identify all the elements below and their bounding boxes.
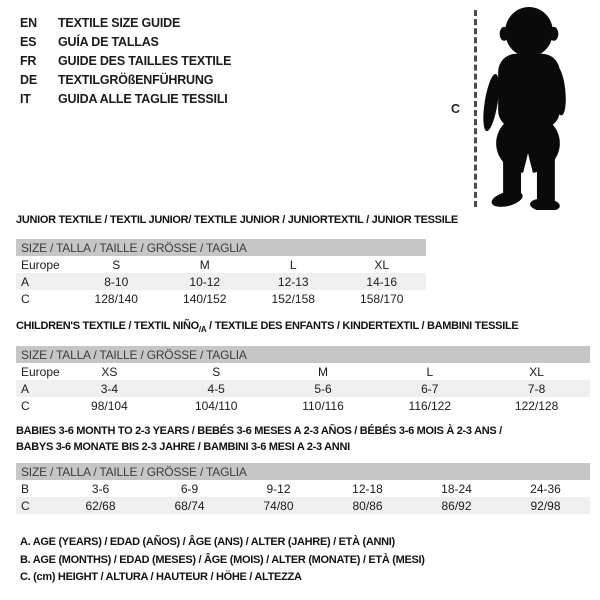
table-row <box>16 380 590 397</box>
title-part: / TEXTILE DES ENFANTS / KINDERTEXTIL / BAMBINI TESSILE <box>206 320 519 332</box>
height-measure-line <box>474 10 477 207</box>
footnote-c: C. (cm) HEIGHT / ALTURA / HAUTEUR / HÖHE / ALTEZZA <box>20 571 302 583</box>
language-row <box>20 13 231 32</box>
table-cell: 12-13 <box>277 274 309 289</box>
section-title-children <box>16 320 518 334</box>
title-part: CHILDREN'S TEXTILE / TEXTIL NIÑO <box>16 320 199 332</box>
table-cell: S <box>212 364 221 379</box>
language-row <box>20 51 231 70</box>
table-row <box>16 290 426 307</box>
table-cell: M <box>199 257 210 272</box>
table-row <box>16 480 590 497</box>
table-cell: 92/98 <box>530 498 561 513</box>
table-cell: 7-8 <box>527 381 546 396</box>
table-row <box>16 363 590 380</box>
table-row <box>16 397 590 414</box>
baby-silhouette-icon <box>482 6 572 210</box>
size-header-bar: SIZE / TALLA / TAILLE / GRÖSSE / TAGLIA <box>16 346 590 363</box>
children-size-table <box>16 346 590 414</box>
language-label: GUIDE DES TAILLES TEXTILE <box>58 53 232 68</box>
table-cell: 140/152 <box>183 291 227 306</box>
language-row <box>20 70 231 89</box>
table-cell: M <box>317 364 328 379</box>
row-label: C <box>21 498 30 513</box>
title-line: BABIES 3-6 MONTH TO 2-3 YEARS / BEBÉS 3-6 MESES A 2-3 AÑOS / BÉBÉS 3-6 MOIS À 2-3 ANS / <box>16 425 502 437</box>
table-cell: 104/110 <box>194 398 238 413</box>
table-cell: 152/158 <box>271 291 315 306</box>
language-label: TEXTILE SIZE GUIDE <box>58 15 181 30</box>
table-row <box>16 256 426 273</box>
footnote-a: A. AGE (YEARS) / EDAD (AÑOS) / ÂGE (ANS) / ALTER (JAHRE) / ETÀ (ANNI) <box>20 536 395 548</box>
language-code: FR <box>20 53 37 68</box>
table-cell: 4-5 <box>207 381 225 396</box>
table-cell: 158/170 <box>360 291 404 306</box>
table-cell: 6-7 <box>421 381 439 396</box>
table-cell: S <box>112 257 121 272</box>
table-cell: 14-16 <box>366 274 398 289</box>
title-subscript: /A <box>198 325 207 334</box>
table-cell: 68/74 <box>174 498 205 513</box>
table-cell: 3-6 <box>91 481 110 496</box>
table-cell: 8-10 <box>104 274 129 289</box>
row-label: A <box>21 381 30 396</box>
table-cell: 6-9 <box>180 481 199 496</box>
section-title-junior: JUNIOR TEXTILE / TEXTIL JUNIOR/ TEXTILE JUNIOR / JUNIORTEXTIL / JUNIOR TESSILE <box>16 214 458 226</box>
table-cell: 62/68 <box>85 498 116 513</box>
language-label: GUIDA ALLE TAGLIE TESSILI <box>58 91 228 106</box>
table-cell: L <box>426 364 434 379</box>
table-cell: 116/122 <box>408 398 452 413</box>
section-title-babies <box>16 425 502 456</box>
table-cell: 24-36 <box>530 481 561 496</box>
table-cell: L <box>289 257 297 272</box>
table-cell: 5-6 <box>314 381 332 396</box>
table-cell: 128/140 <box>94 291 138 306</box>
language-label: TEXTILGRÖßENFÜHRUNG <box>58 72 214 87</box>
row-label: C <box>21 291 30 306</box>
title-line: BABYS 3-6 MONATE BIS 2-3 JAHRE / BAMBINI 3-6 MESI A 2-3 ANNI <box>16 440 350 453</box>
table-cell: 18-24 <box>441 481 472 496</box>
row-label: Europe <box>21 364 60 379</box>
language-row <box>20 89 231 108</box>
table-cell: 12-18 <box>352 481 383 496</box>
table-cell: XL <box>374 257 390 272</box>
height-label-c: C <box>451 102 461 116</box>
table-cell: 3-4 <box>100 381 119 396</box>
language-label: GUÍA DE TALLAS <box>58 34 159 49</box>
babies-size-table <box>16 463 590 514</box>
row-label: C <box>21 398 30 413</box>
language-guide-header <box>20 13 231 108</box>
table-cell: 9-12 <box>266 481 291 496</box>
size-header-bar: SIZE / TALLA / TAILLE / GRÖSSE / TAGLIA <box>16 463 590 480</box>
language-row <box>20 32 231 51</box>
size-header-bar: SIZE / TALLA / TAILLE / GRÖSSE / TAGLIA <box>16 239 426 256</box>
table-cell: 98/104 <box>91 398 128 413</box>
language-code: DE <box>20 72 37 87</box>
table-cell: XL <box>529 364 544 379</box>
table-cell: 110/116 <box>302 398 344 413</box>
table-cell: 80/86 <box>352 498 383 513</box>
table-row <box>16 273 426 290</box>
footnotes <box>20 536 425 589</box>
table-cell: 122/128 <box>514 398 559 413</box>
table-cell: 74/80 <box>263 498 294 513</box>
footnote-b: B. AGE (MONTHS) / EDAD (MESES) / ÂGE (MOIS) / ALTER (MONATE) / ETÀ (MESI) <box>20 553 425 566</box>
table-row <box>16 497 590 514</box>
table-cell: XS <box>101 364 118 379</box>
language-code: IT <box>20 91 31 106</box>
junior-size-table <box>16 239 426 307</box>
row-label: A <box>21 274 30 289</box>
language-code: ES <box>20 34 37 49</box>
row-label: Europe <box>21 257 60 272</box>
table-cell: 10-12 <box>189 274 221 289</box>
table-cell: 86/92 <box>441 498 472 513</box>
language-code: EN <box>20 15 37 30</box>
row-label: B <box>21 481 30 496</box>
